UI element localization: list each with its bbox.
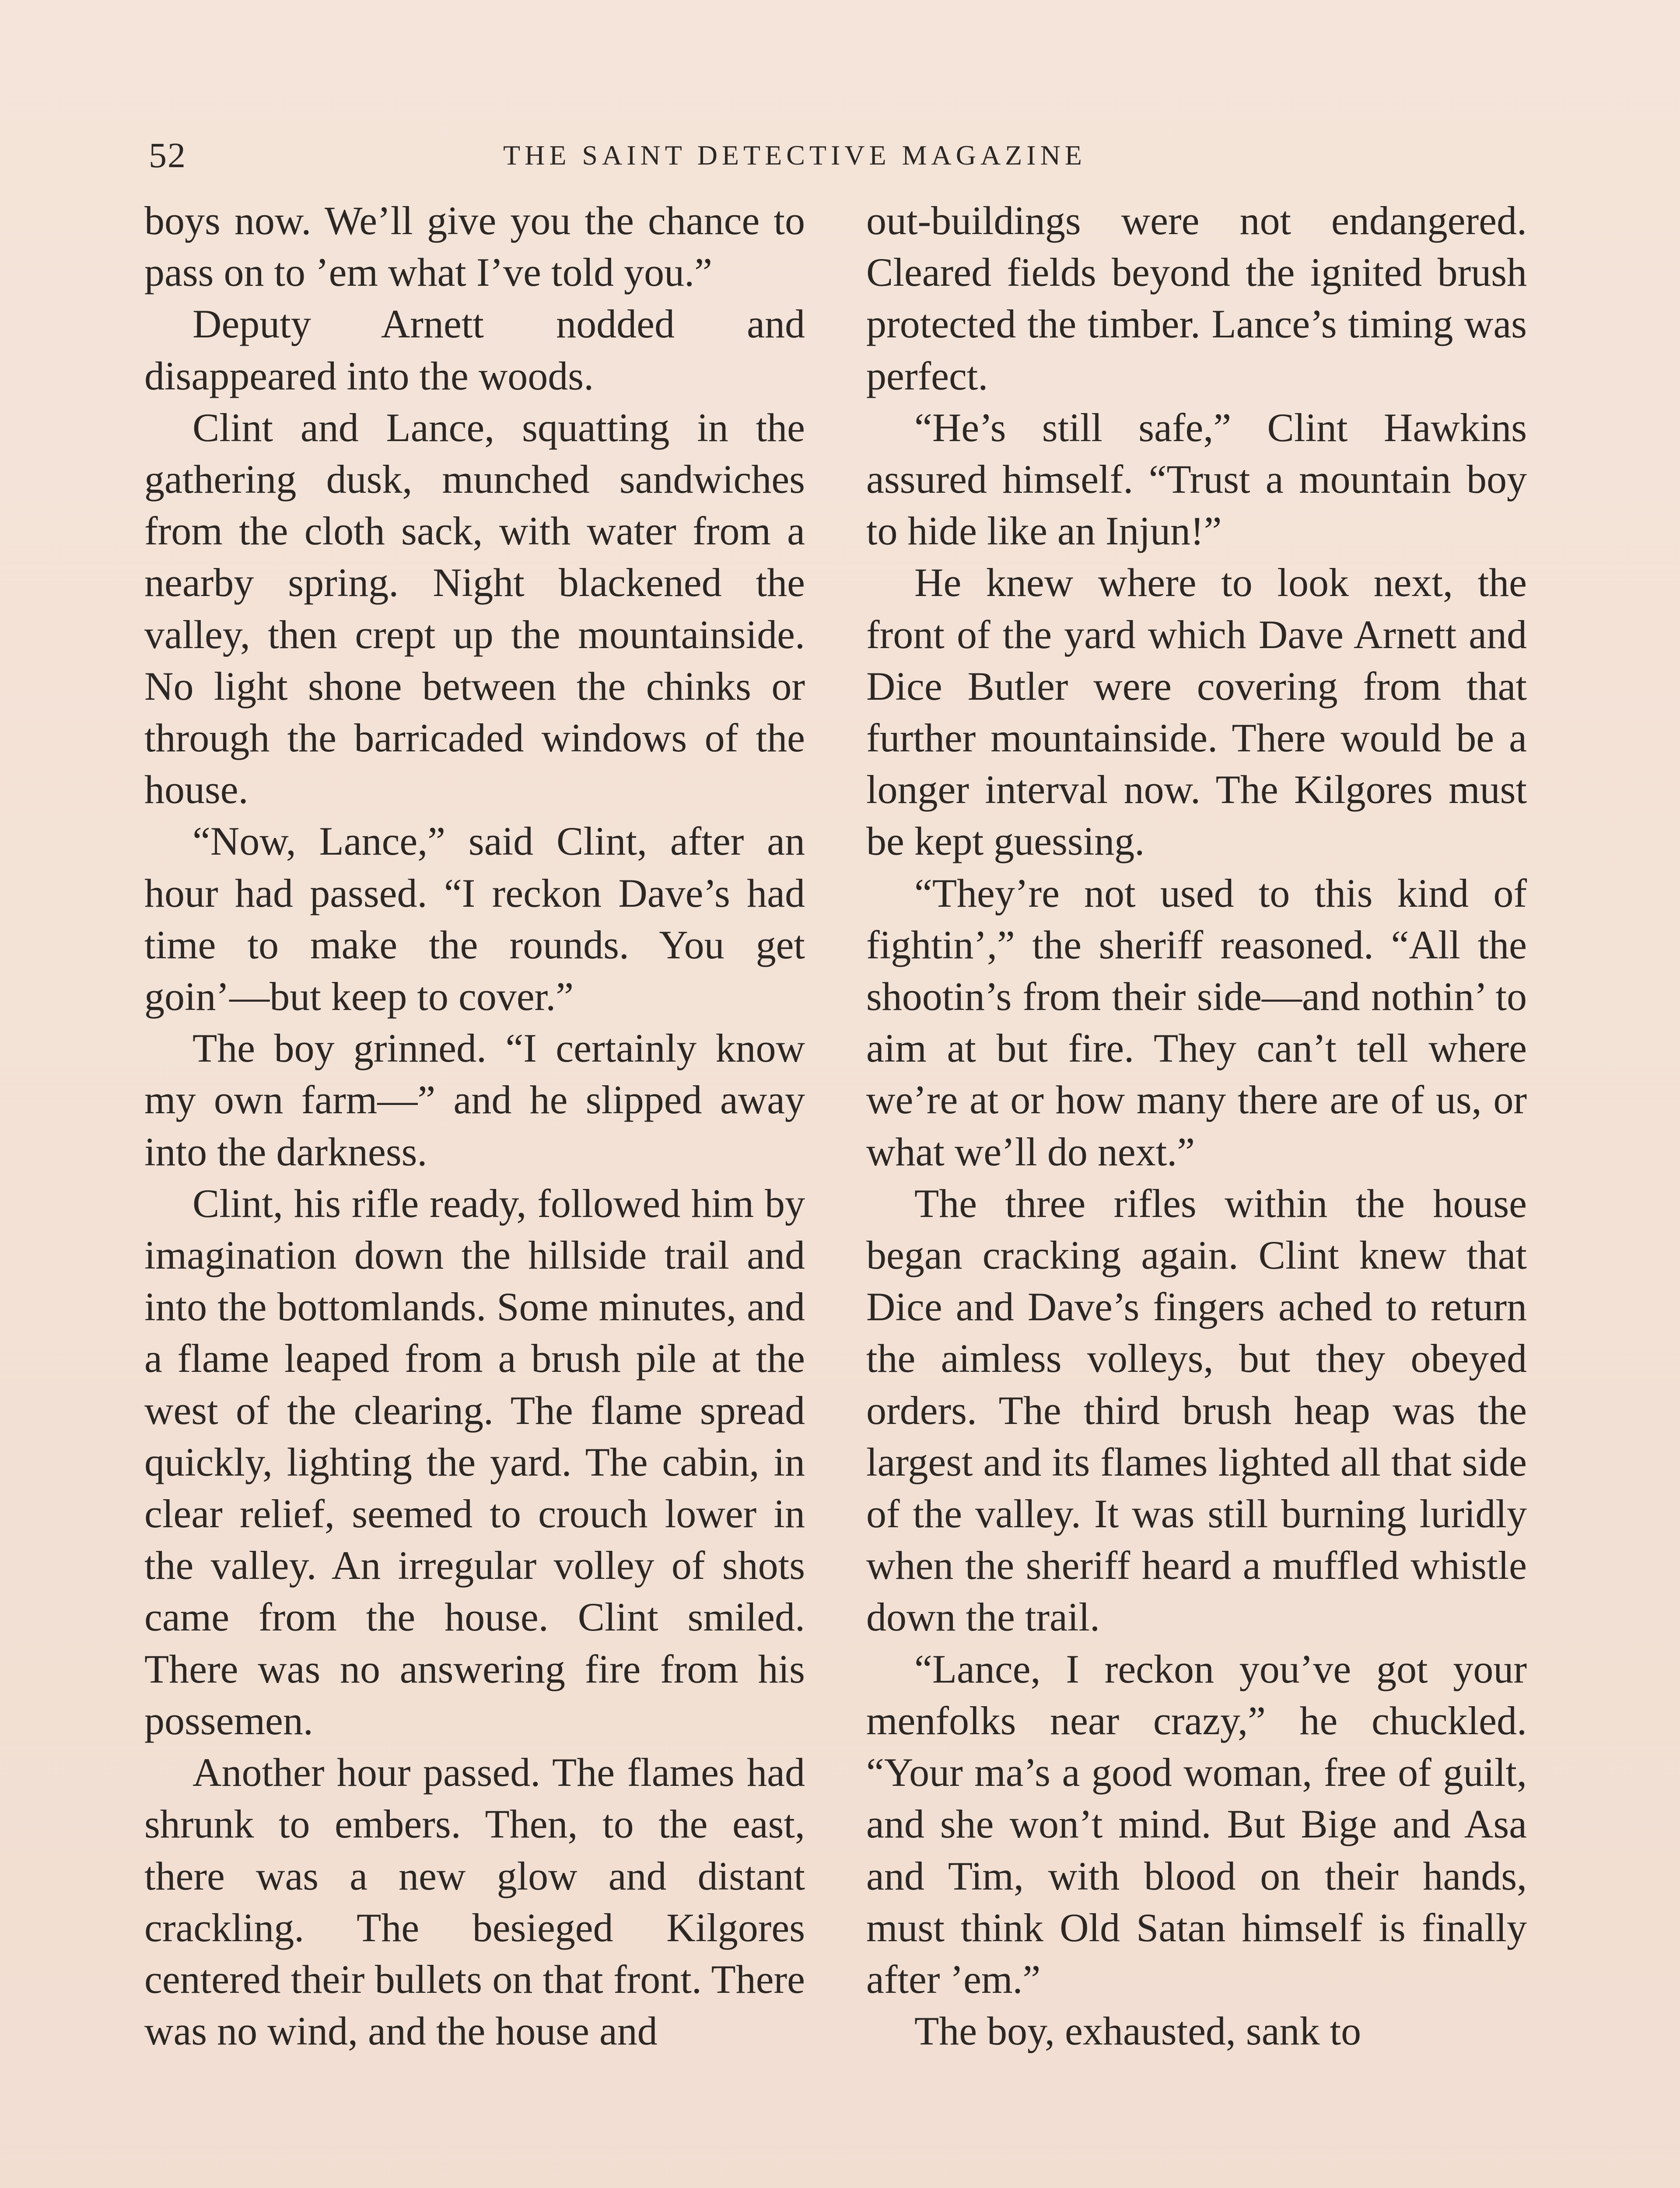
paragraph: The boy grinned. “I certainly know my own farm—” and he slipped away into the darkness. [144, 1026, 805, 1174]
page-number: 52 [149, 135, 186, 175]
page-header [144, 131, 1531, 179]
running-head: THE SAINT DETECTIVE MAGAZINE [503, 140, 1086, 171]
paragraph: “He’s still safe,” Clint Hawkins assured himself. “Trust a mountain boy to hide like an Injun!” [866, 405, 1527, 554]
paragraph: The boy, exhausted, sank to [914, 2009, 1362, 2054]
paragraph: boys now. We’ll give you the chance to pass on to ’em what I’ve told you.” [144, 198, 805, 295]
right-column [866, 195, 1527, 2188]
left-column [144, 195, 805, 2188]
paragraph: Another hour passed. The flames had shrunk to embers. Then, to the east, there was a new glow and distant crackling. The besieged Kilgores centered their bullets on that front. There was no wind, and the house and [144, 1750, 805, 2054]
paragraph: Clint, his rifle ready, followed him by imagination down the hillside trail and into the bottomlands. Some minutes, and a flame leaped from a brush pile at the west of the clearing. The flame spread quickly, lighting the yard. The cabin, in clear relief, seemed to crouch lower in the valley. An irregular volley of shots came from the house. Clint smiled. There was no answering fire from his possemen. [144, 1181, 805, 1743]
paragraph: Clint and Lance, squatting in the gathering dusk, munched sandwiches from the cloth sack, with water from a nearby spring. Night blackened the valley, then crept up the mountainside. No light shone between the chinks or through the barricaded windows of the house. [144, 405, 805, 812]
paragraph: out-buildings were not endangered. Cleared fields beyond the ignited brush protected the timber. Lance’s timing was perfect. [866, 198, 1527, 398]
paragraph: The three rifles within the house began cracking again. Clint knew that Dice and Dave’s fingers ached to return the aimless volleys, but they obeyed orders. The third brush heap was the largest and its flames lighted all that side of the valley. It was still burning luridly when the sheriff heard a muffled whistle down the trail. [866, 1181, 1527, 1640]
paragraph: “Now, Lance,” said Clint, after an hour had passed. “I reckon Dave’s had time to make the rounds. You get goin’—but keep to cover.” [144, 819, 805, 1019]
paragraph: Deputy Arnett nodded and disappeared into the woods. [144, 302, 805, 398]
paragraph: “They’re not used to this kind of fightin’,” the sheriff reasoned. “All the shootin’s from their side—and nothin’ to aim at but fire. They can’t tell where we’re at or how many there are of us, or what we’ll do next.” [866, 870, 1527, 1174]
paragraph: He knew where to look next, the front of the yard which Dave Arnett and Dice Butler were covering from that further mountainside. There would be a longer interval now. The Kilgores must be kept guessing. [866, 560, 1527, 864]
paragraph: “Lance, I reckon you’ve got your menfolks near crazy,” he chuckled. “Your ma’s a good woman, free of guilt, and she won’t mind. But Bige and Asa and Tim, with blood on their hands, must think Old Satan himself is finally after ’em.” [866, 1646, 1527, 2002]
